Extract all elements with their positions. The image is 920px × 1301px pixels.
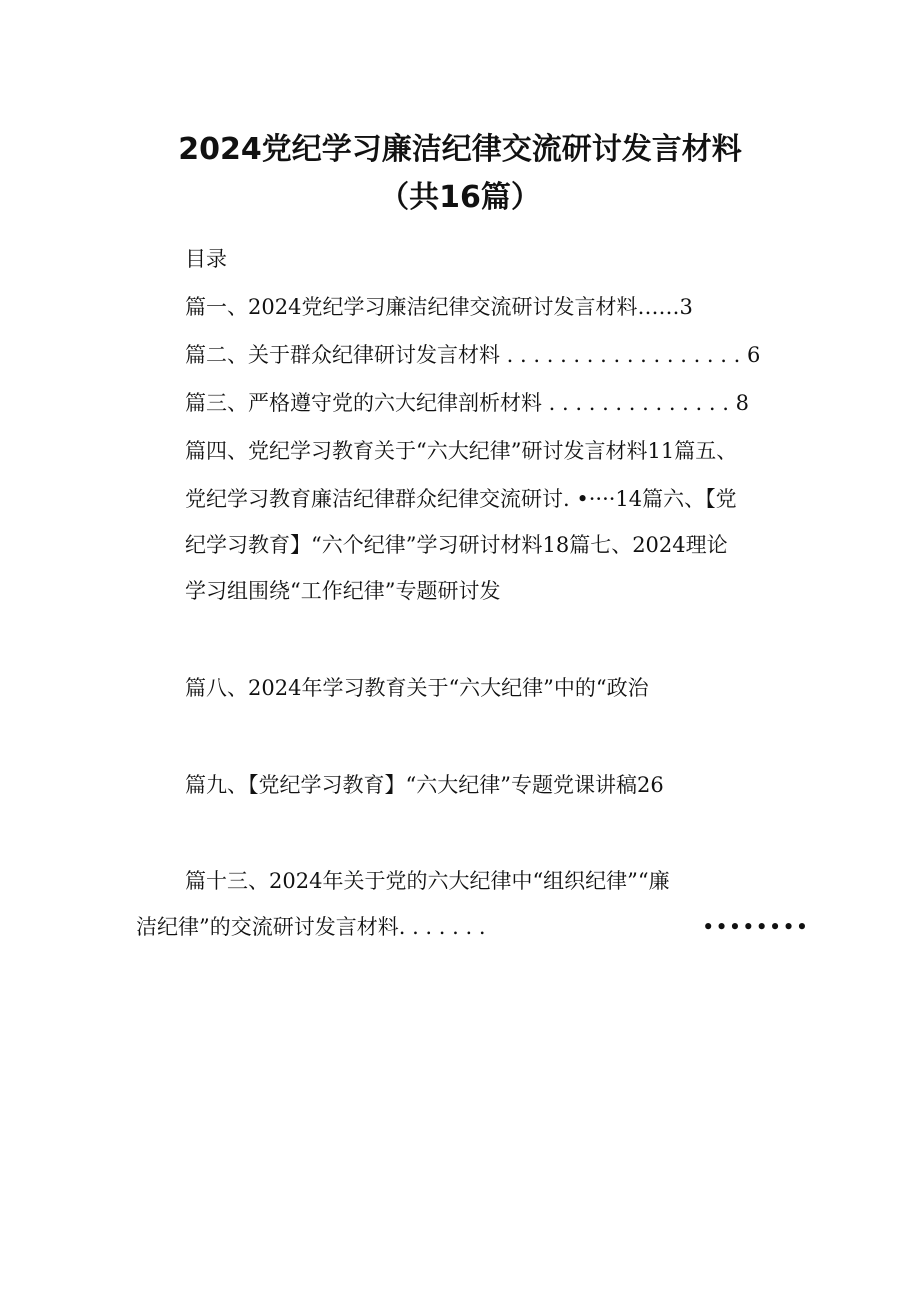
toc-entry: 纪学习教育】“六个纪律”学习研讨材料18篇七、2024理论 [185,533,728,557]
document-title: 2024党纪学习廉洁纪律交流研讨发言材料 [178,132,742,167]
toc-entry: 学习组围绕“工作纪律”专题研讨发 [185,579,501,603]
toc-entry: 篇二、关于群众纪律研讨发言材料 . . . . . . . . . . . . . . . . . . 6 [185,343,761,367]
document-subtitle: （共16篇） [379,180,541,215]
toc-entry: 党纪学习教育廉洁纪律群众纪律交流研讨. •····14篇六、【党 [185,487,737,511]
toc-entry: 洁纪律”的交流研讨发言材料. . . . . . . [136,915,486,939]
toc-entry: 篇三、严格遵守党的六大纪律剖析材料 . . . . . . . . . . . . . . 8 [185,391,749,415]
toc-entry: 篇一、2024党纪学习廉洁纪律交流研讨发言材料……3 [185,295,693,319]
toc-entry: 篇八、2024年学习教育关于“六大纪律”中的“政治 [185,676,649,700]
toc-entry: 篇九、【党纪学习教育】“六大纪律”专题党课讲稿26 [185,773,664,797]
toc-entry: 篇十三、2024年关于党的六大纪律中“组织纪律”“廉 [185,869,670,893]
toc-heading: 目录 [185,247,227,271]
toc-leader-dots: •••••••• [702,915,810,939]
toc-entry: 篇四、党纪学习教育关于“六大纪律”研讨发言材料11篇五、 [185,439,738,463]
